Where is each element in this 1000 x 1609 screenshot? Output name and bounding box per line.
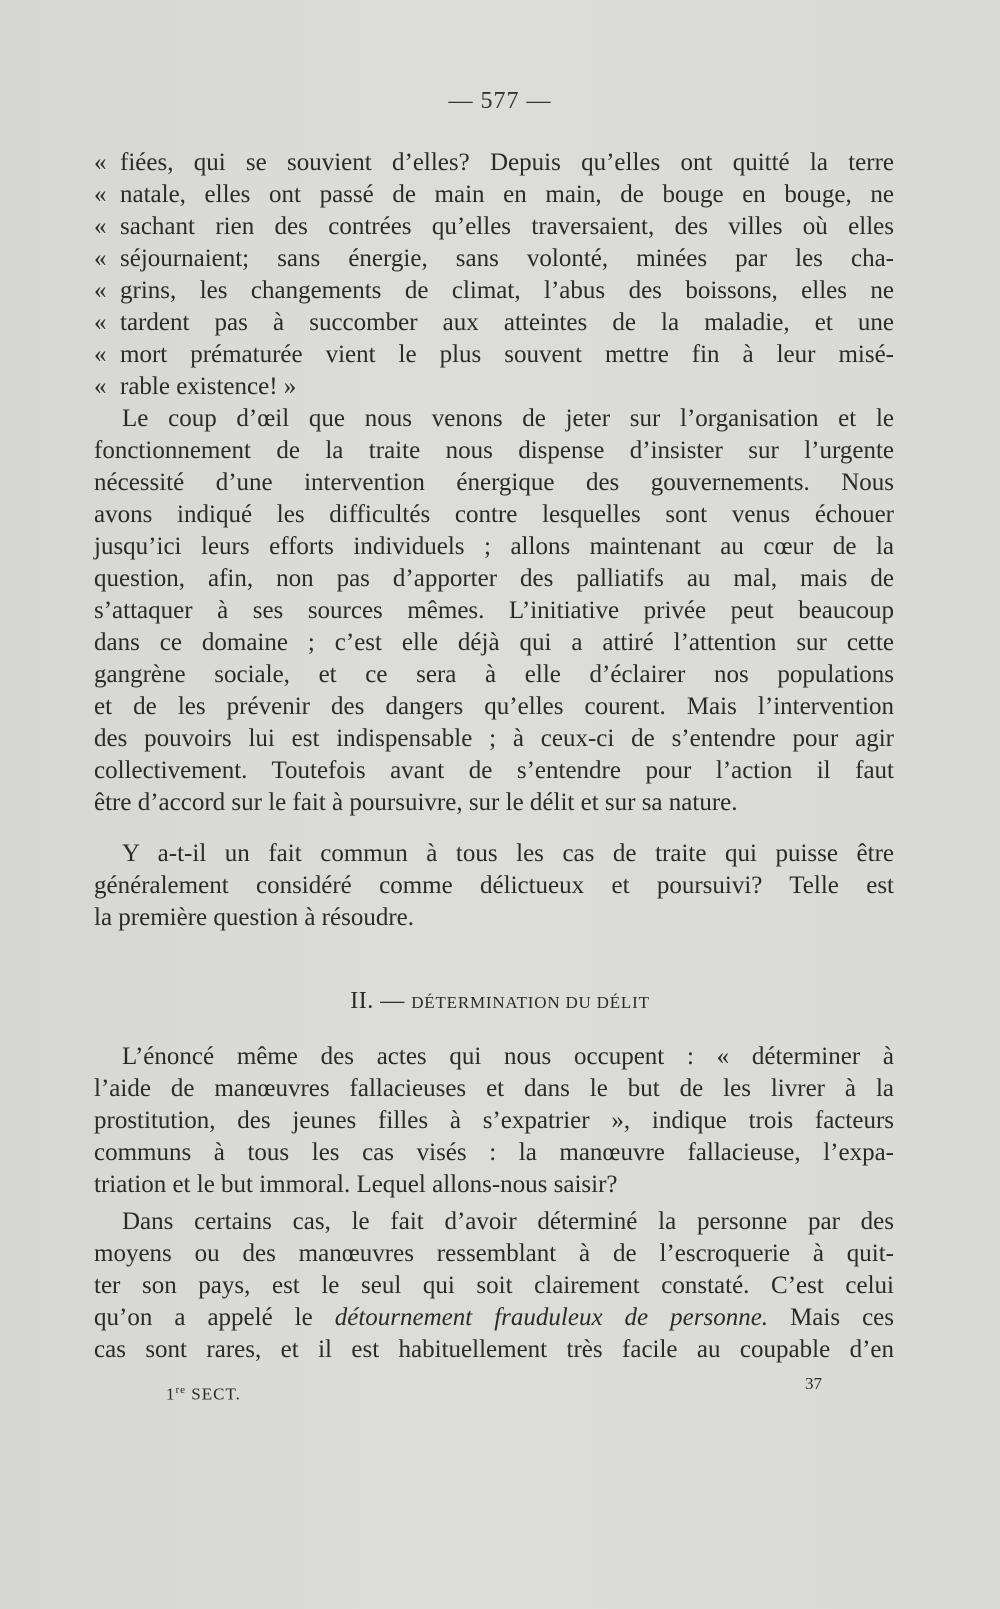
text-line: collectivement. Toutefois avant de s’entendre pour l’action il faut	[94, 757, 894, 784]
quote-line	[94, 275, 894, 307]
paragraph-2	[94, 838, 894, 934]
quote-mark: «	[94, 181, 107, 208]
section-title: DÉTERMINATION DU DÉLIT	[411, 993, 650, 1012]
text-line: avons indiqué les difficultés contre lesquelles sont venus échouer	[94, 501, 894, 528]
quote-text: séjournaient; sans énergie, sans volonté, minées par les cha-	[120, 245, 894, 272]
text-line: dans ce domaine ; c’est elle déjà qui a attiré l’attention sur cette	[94, 629, 894, 656]
text-line	[94, 1302, 894, 1334]
text-line: cas sont rares, et il est habituellement très facile au coupable d’en	[94, 1336, 894, 1363]
text-line: la première question à résoudre.	[94, 904, 415, 931]
quote-line	[94, 179, 894, 211]
quote-mark: «	[94, 245, 107, 272]
paragraph-4	[94, 1206, 894, 1366]
text-line: L’énoncé même des actes qui nous occupent : « déterminer à	[122, 1043, 894, 1070]
text-segment: qu’on a appelé le	[94, 1304, 313, 1331]
quoted-passage	[94, 147, 894, 403]
text-line: fonctionnement de la traite nous dispense d’insister sur l’urgente	[94, 437, 894, 464]
italic-term: détournement frauduleux de personne.	[334, 1304, 769, 1331]
quote-line	[94, 339, 894, 371]
quote-text: tardent pas à succomber aux atteintes de la maladie, et une	[120, 309, 894, 336]
quote-mark: «	[94, 277, 107, 304]
quote-line	[94, 307, 894, 339]
paragraph-1	[94, 403, 894, 819]
text-line: nécessité d’une intervention énergique des gouvernements. Nous	[94, 469, 894, 496]
text-line: triation et le but immoral. Lequel allons-nous saisir?	[94, 1171, 618, 1198]
quote-text: rable existence! »	[120, 373, 297, 400]
quote-text: natale, elles ont passé de main en main, de bouge en bouge, ne	[120, 181, 894, 208]
text-line: Le coup d’œil que nous venons de jeter sur l’organisation et le	[122, 405, 894, 432]
text-line: s’attaquer à ses sources mêmes. L’initiative privée peut beaucoup	[94, 597, 894, 624]
quote-line	[94, 211, 894, 243]
text-line: jusqu’ici leurs efforts individuels ; allons maintenant au cœur de la	[94, 533, 894, 560]
text-line: l’aide de manœuvres fallacieuses et dans le but de les livrer à la	[94, 1075, 894, 1102]
quote-line	[94, 243, 894, 275]
text-line: Y a-t-il un fait commun à tous les cas de traite qui puisse être	[122, 840, 894, 867]
quote-mark: «	[94, 213, 107, 240]
quote-mark: «	[94, 149, 107, 176]
quote-text: sachant rien des contrées qu’elles traversaient, des villes où elles	[120, 213, 894, 240]
quote-mark: «	[94, 373, 107, 400]
quote-line	[94, 371, 894, 403]
section-dash: —	[380, 988, 405, 1014]
section-heading	[0, 988, 1000, 1015]
text-line: moyens ou des manœuvres ressemblant à de l’escroquerie à quit-	[94, 1240, 894, 1267]
text-line: communs à tous les cas visés : la manœuvre fallacieuse, l’expa-	[94, 1139, 894, 1166]
quote-text: grins, les changements de climat, l’abus des boissons, elles ne	[120, 277, 894, 304]
text-line: prostitution, des jeunes filles à s’expatrier », indique trois facteurs	[94, 1107, 894, 1134]
text-line: et de les prévenir des dangers qu’elles courent. Mais l’intervention	[94, 693, 894, 720]
quote-text: fiées, qui se souvient d’elles? Depuis qu’elles ont quitté la terre	[120, 149, 894, 176]
quote-mark: «	[94, 341, 107, 368]
signature-label: SECT.	[191, 1384, 241, 1404]
signature-number: 1	[166, 1384, 176, 1404]
text-line: des pouvoirs lui est indispensable ; à ceux-ci de s’entendre pour agir	[94, 725, 894, 752]
text-line: ter son pays, est le seul qui soit clairement constaté. C’est celui	[94, 1272, 894, 1299]
quote-text: mort prématurée vient le plus souvent mettre fin à leur misé-	[120, 341, 894, 368]
text-line: Dans certains cas, le fait d’avoir déterminé la personne par des	[122, 1208, 894, 1235]
sheet-number: 37	[805, 1374, 822, 1393]
text-line: être d’accord sur le fait à poursuivre, sur le délit et sur sa nature.	[94, 789, 738, 816]
quote-mark: «	[94, 309, 107, 336]
text-segment: Mais ces	[790, 1304, 895, 1331]
paragraph-3	[94, 1041, 894, 1201]
text-line: gangrène sociale, et ce sera à elle d’éclairer nos populations	[94, 661, 894, 688]
page-number: — 577 —	[448, 88, 552, 114]
text-line: généralement considéré comme délictueux et poursuivi? Telle est	[94, 872, 894, 899]
quote-line	[94, 147, 894, 179]
signature-mark	[166, 1384, 241, 1405]
signature-superscript: re	[175, 1384, 187, 1396]
text-line: question, afin, non pas d’apporter des palliatifs au mal, mais de	[94, 565, 894, 592]
section-number: II.	[350, 988, 374, 1014]
